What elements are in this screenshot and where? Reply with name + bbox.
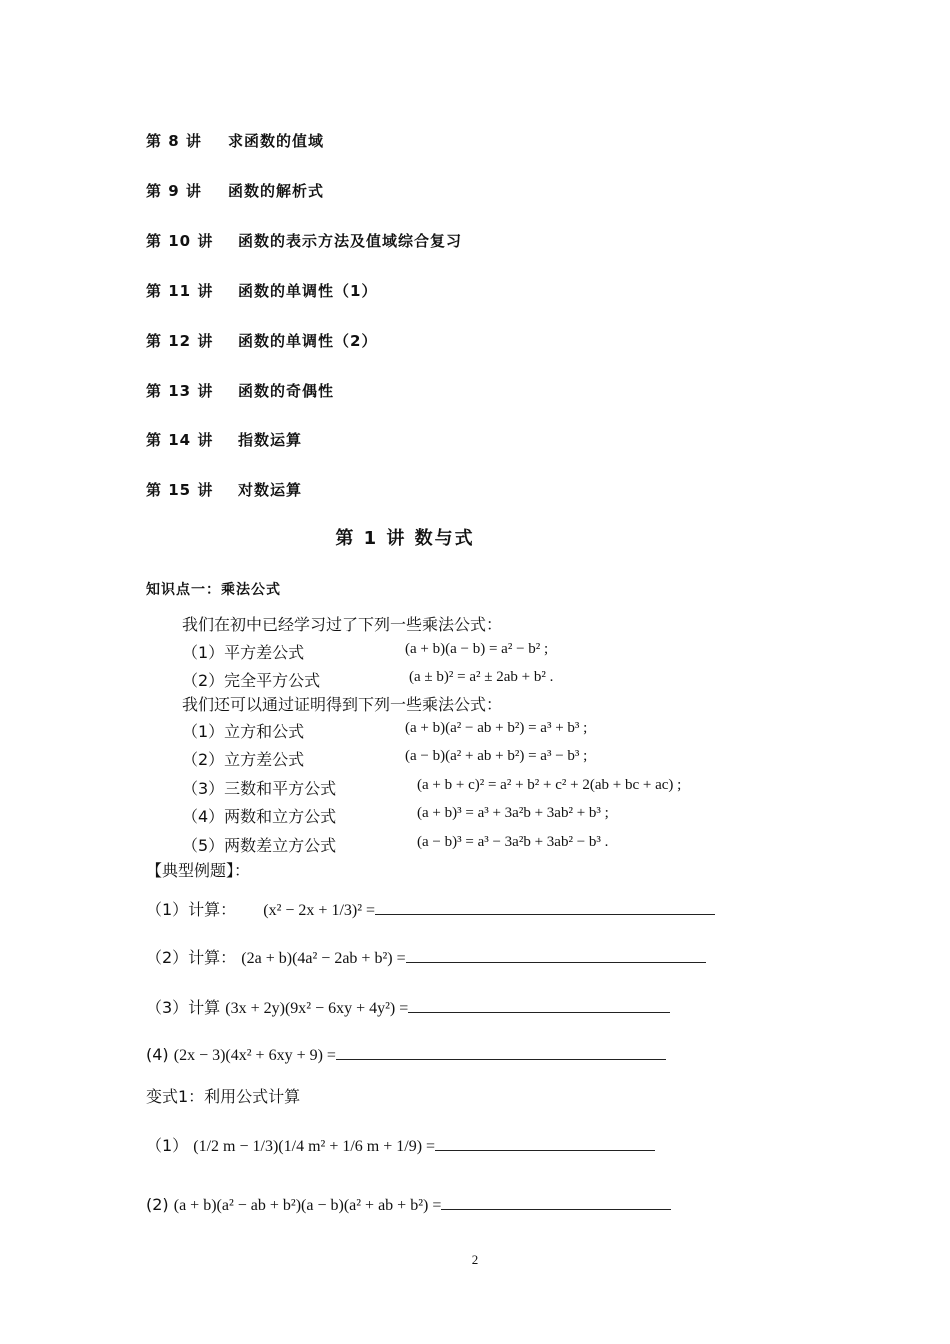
example-expression: (3x + 2y)(9x² − 6xy + 4y²) = <box>225 1000 409 1017</box>
formula-label: （3）三数和平方公式 <box>182 779 337 798</box>
variant-2 <box>146 1195 671 1215</box>
variant-1 <box>146 1133 655 1156</box>
toc-number: 第 9 讲 <box>146 182 202 200</box>
toc-title: 函数的解析式 <box>228 182 325 200</box>
example-label: (4) <box>146 1045 174 1064</box>
page-number: 2 <box>471 1252 479 1267</box>
formula-label: （5）两数差立方公式 <box>182 836 337 855</box>
toc-number: 第 12 讲 <box>146 332 214 350</box>
formula-expression: (a ± b)² = a² ± 2ab + b² . <box>409 669 554 685</box>
formula-label: （2）完全平方公式 <box>182 671 321 690</box>
formula-expression: (a + b)(a − b) = a² − b² ; <box>405 641 549 657</box>
toc-item-12 <box>146 330 378 351</box>
toc-item-8 <box>146 130 325 151</box>
formula-expression: (a + b)³ = a³ + 3a²b + 3ab² + b³ ; <box>417 805 609 821</box>
formula-label: （4）两数和立方公式 <box>182 807 337 826</box>
toc-number: 第 15 讲 <box>146 481 214 499</box>
formula-label: （1）平方差公式 <box>182 643 305 662</box>
answer-blank[interactable] <box>375 900 715 915</box>
variant-expression: (a + b)(a² − ab + b²)(a − b)(a² + ab + b²) = <box>173 1197 442 1214</box>
variant-label: （1） <box>146 1136 189 1155</box>
toc-title: 指数运算 <box>238 431 303 449</box>
answer-blank[interactable] <box>408 998 670 1013</box>
variant-heading: 变式1：利用公式计算 <box>146 1087 301 1106</box>
toc-number: 第 14 讲 <box>146 431 214 449</box>
answer-blank[interactable] <box>406 948 706 963</box>
toc-item-15 <box>146 479 303 500</box>
toc-title: 函数的单调性（2） <box>238 332 378 350</box>
formula-expression: (a − b)(a² + ab + b²) = a³ − b³ ; <box>405 748 588 764</box>
example-label: （1）计算： <box>146 900 237 919</box>
knowledge-point-heading: 知识点一：乘法公式 <box>146 582 281 598</box>
toc-item-13 <box>146 380 335 401</box>
chapter-title: 第 1 讲 数与式 <box>335 528 475 549</box>
formula-expression: (a + b)(a² − ab + b²) = a³ + b³ ; <box>405 720 588 736</box>
example-expression: (2a + b)(4a² − 2ab + b²) = <box>241 950 406 967</box>
toc-item-14 <box>146 429 303 450</box>
example-expression: (x² − 2x + 1/3)² = <box>263 902 376 919</box>
toc-title: 对数运算 <box>238 481 303 499</box>
formula-label: （2）立方差公式 <box>182 750 305 769</box>
example-1 <box>146 897 715 920</box>
toc-number: 第 11 讲 <box>146 282 214 300</box>
variant-expression: (1/2 m − 1/3)(1/4 m² + 1/6 m + 1/9) = <box>193 1138 436 1155</box>
example-4 <box>146 1045 666 1065</box>
example-label: （2）计算： <box>146 948 237 967</box>
toc-number: 第 13 讲 <box>146 382 214 400</box>
answer-blank[interactable] <box>441 1195 671 1210</box>
toc-item-9 <box>146 180 325 201</box>
toc-title: 求函数的值域 <box>228 132 325 150</box>
example-expression: (2x − 3)(4x² + 6xy + 9) = <box>173 1047 336 1064</box>
toc-title: 函数的表示方法及值域综合复习 <box>238 232 463 250</box>
toc-title: 函数的单调性（1） <box>238 282 378 300</box>
formula-expression: (a + b + c)² = a² + b² + c² + 2(ab + bc + ac) ; <box>417 777 682 793</box>
formula-expression: (a − b)³ = a³ − 3a²b + 3ab² − b³ . <box>417 834 609 850</box>
formula-label: （1）立方和公式 <box>182 722 305 741</box>
intro-text-2: 我们还可以通过证明得到下列一些乘法公式： <box>182 695 503 714</box>
toc-number: 第 8 讲 <box>146 132 202 150</box>
example-label: （3）计算 <box>146 998 221 1017</box>
answer-blank[interactable] <box>336 1045 666 1060</box>
toc-item-10 <box>146 230 463 251</box>
toc-title: 函数的奇偶性 <box>238 382 335 400</box>
answer-blank[interactable] <box>435 1136 655 1151</box>
toc-item-11 <box>146 280 378 301</box>
examples-heading: 【典型例题】： <box>146 861 251 880</box>
toc-number: 第 10 讲 <box>146 232 214 250</box>
example-2 <box>146 945 706 968</box>
example-3 <box>146 995 670 1018</box>
intro-text-1: 我们在初中已经学习过了下列一些乘法公式： <box>182 615 503 634</box>
variant-label: (2) <box>146 1195 174 1214</box>
